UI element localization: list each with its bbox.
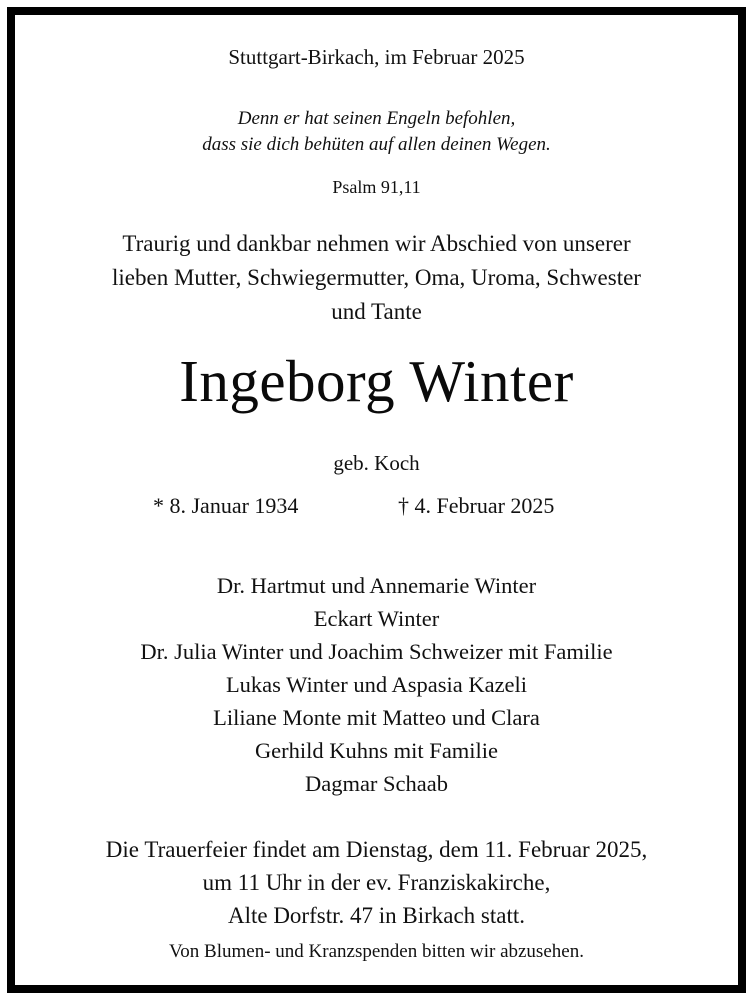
intro-line: und Tante — [331, 299, 422, 324]
list-item: Eckart Winter — [313, 606, 440, 631]
list-item: Dagmar Schaab — [304, 771, 449, 796]
obituary-notice — [7, 7, 746, 993]
service-line: um 11 Uhr in der ev. Franziskakirche, — [202, 870, 551, 895]
list-item: Liliane Monte mit Matteo und Clara — [213, 705, 540, 730]
funeral-service-info — [15, 833, 738, 932]
verse-line: Denn er hat seinen Engeln befohlen, — [237, 108, 516, 129]
service-line: Alte Dorfstr. 47 in Birkach statt. — [227, 903, 526, 928]
list-item: Dr. Hartmut und Annemarie Winter — [216, 573, 537, 598]
list-item: Gerhild Kuhns mit Familie — [254, 738, 499, 763]
list-item: Lukas Winter und Aspasia Kazeli — [225, 672, 528, 697]
birth-date: * 8. Januar 1934 — [153, 493, 299, 518]
deceased-name: Ingeborg Winter — [179, 348, 574, 414]
intro-line: lieben Mutter, Schwiegermutter, Oma, Uroma, Schwester — [112, 265, 641, 290]
donation-note: Von Blumen- und Kranzspenden bitten wir abzusehen. — [169, 941, 584, 962]
mourners-list — [15, 569, 738, 800]
maiden-name: geb. Koch — [333, 451, 420, 475]
service-line: Die Trauerfeier findet am Dienstag, dem 11. Februar 2025, — [105, 837, 648, 862]
intro-line: Traurig und dankbar nehmen wir Abschied von unserer — [122, 231, 631, 256]
verse-line: dass sie dich behüten auf allen deinen Wegen. — [202, 134, 551, 155]
verse-reference: Psalm 91,11 — [332, 177, 421, 197]
intro-text — [15, 227, 738, 329]
bible-verse — [15, 106, 738, 158]
list-item: Dr. Julia Winter und Joachim Schweizer mit Familie — [140, 639, 613, 664]
place-date: Stuttgart-Birkach, im Februar 2025 — [228, 45, 525, 69]
death-date: † 4. Februar 2025 — [398, 493, 555, 518]
